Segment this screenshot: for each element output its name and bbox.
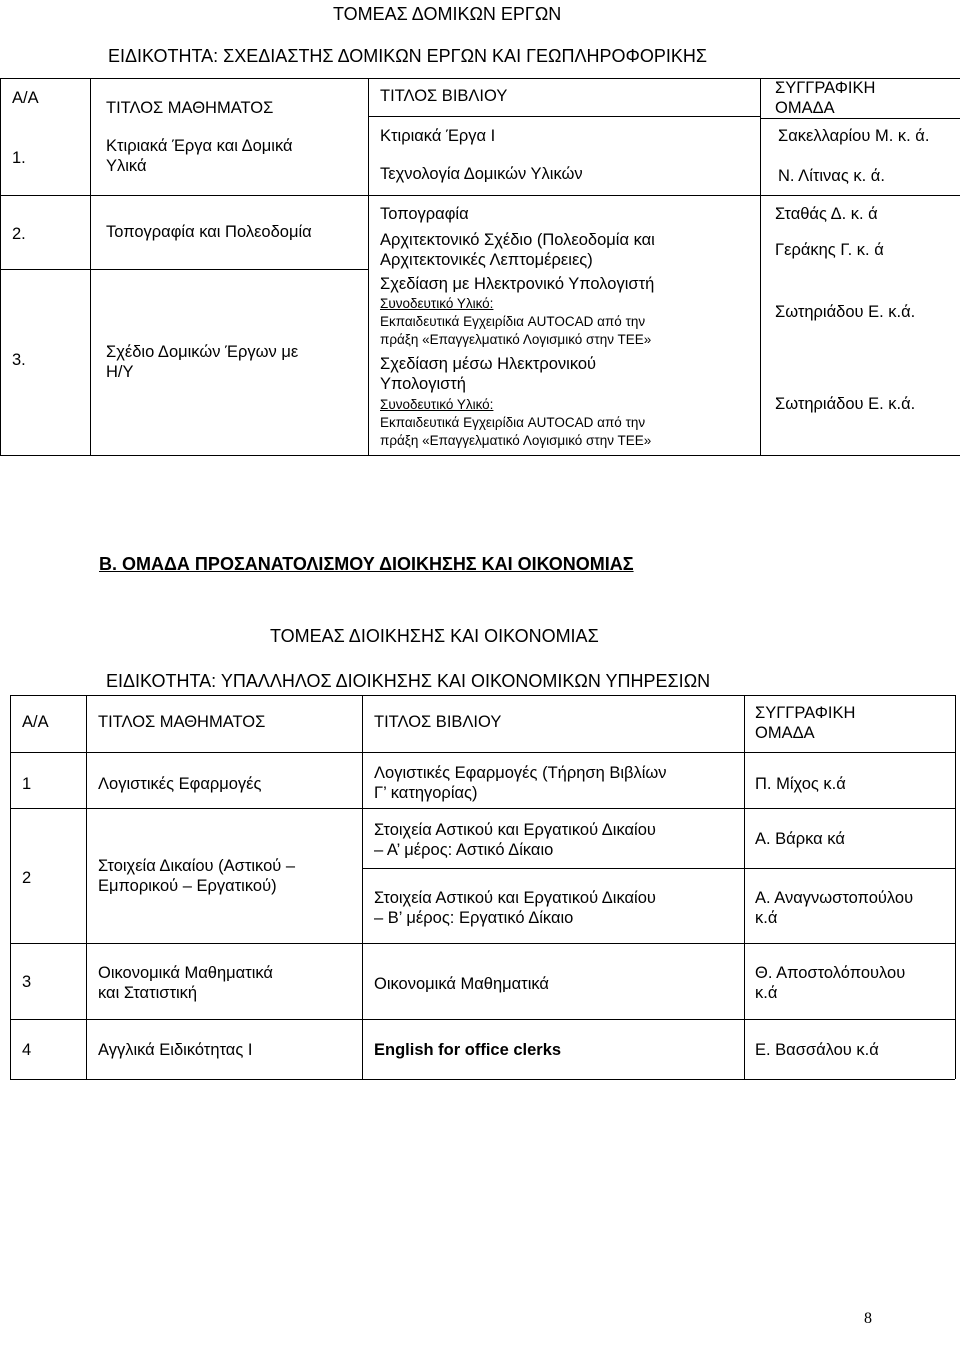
header-b-authors: ΣΥΓΓΡΑΦΙΚΗ ΟΜΑΔΑ	[755, 704, 856, 742]
row-a2-no: 2.	[12, 225, 26, 243]
header-aa: Α/Α	[12, 89, 39, 107]
row-b1-no: 1	[22, 775, 32, 793]
row-b2-book2: Στοιχεία Αστικού και Εργατικού Δικαίου – Β’ μέρος: Εργατικό Δίκαιο	[374, 889, 656, 927]
specialty-title-b: ΕΙΔΙΚΟΤΗΤΑ: ΥΠΑΛΛΗΛΟΣ ΔΙΟΙΚΗΣΗΣ ΚΑΙ ΟΙΚΟΝΟΜΙΚΩΝ ΥΠΗΡΕΣΙΩΝ	[106, 671, 711, 691]
row-b2-author1: Α. Βάρκα κά	[755, 830, 845, 848]
row-a2-course: Τοπογραφία και Πολεοδομία	[106, 223, 312, 241]
row-a3-course: Σχέδιο Δομικών Έργων με Η/Υ	[106, 343, 299, 381]
row-a3-author2: Σωτηριάδου Ε. κ.ά.	[775, 395, 916, 413]
row-a1-book2: Τεχνολογία Δομικών Υλικών	[380, 165, 583, 183]
row-b3-book: Οικονομικά Μαθηματικά	[374, 975, 549, 993]
row-b1-course: Λογιστικές Εφαρμογές	[98, 775, 262, 793]
row-a1-author1: Σακελλαρίου Μ. κ. ά.	[778, 127, 930, 145]
row-b3-author: Θ. Αποστολόπουλου κ.ά	[755, 964, 906, 1002]
row-a2-book1: Τοπογραφία	[380, 205, 469, 223]
header-authors: ΣΥΓΓΡΑΦΙΚΗ ΟΜΑΔΑ	[775, 79, 876, 117]
row-a2-author1: Σταθάς Δ. κ. ά	[775, 205, 878, 223]
row-b4-author: Ε. Βασσάλου κ.ά	[755, 1041, 879, 1059]
row-a1-course: Κτιριακά Έργα και Δομικά Υλικά	[106, 137, 293, 175]
row-a2-book2: Αρχιτεκτονικό Σχέδιο (Πολεοδομία και Αρχιτεκτονικές Λεπτομέρειες)	[380, 231, 655, 269]
header-b-book: ΤΙΤΛΟΣ ΒΙΒΛΙΟΥ	[374, 713, 502, 731]
header-book: ΤΙΤΛΟΣ ΒΙΒΛΙΟΥ	[380, 87, 508, 105]
row-b4-course: Αγγλικά Ειδικότητας Ι	[98, 1041, 253, 1059]
header-b-course: ΤΙΤΛΟΣ ΜΑΘΗΜΑΤΟΣ	[98, 713, 266, 731]
specialty-title-a: ΕΙΔΙΚΟΤΗΤΑ: ΣΧΕΔΙΑΣΤΗΣ ΔΟΜΙΚΩΝ ΕΡΓΩΝ ΚΑΙ ΓΕΩΠΛΗΡΟΦΟΡΙΚΗΣ	[108, 46, 707, 66]
sector-title-a: ΤΟΜΕΑΣ ΔΟΜΙΚΩΝ ΕΡΓΩΝ	[333, 4, 562, 24]
row-a3-supplement1: Συνοδευτικό Υλικό: Εκπαιδευτικά Εγχειρίδια AUTOCAD από την πράξη «Επαγγελματικό Λογισμικό στην ΤΕΕ»	[380, 296, 652, 347]
row-b4-book: English for office clerks	[374, 1041, 562, 1059]
row-a3-author1: Σωτηριάδου Ε. κ.ά.	[775, 303, 916, 321]
row-b2-author2: Α. Αναγνωστοπούλου κ.ά	[755, 889, 914, 927]
row-a3-book2: Σχεδίαση μέσω Ηλεκτρονικού Υπολογιστή	[380, 355, 597, 393]
sector-title-b: ΤΟΜΕΑΣ ΔΙΟΙΚΗΣΗΣ ΚΑΙ ΟΙΚΟΝΟΜΙΑΣ	[270, 626, 599, 646]
row-b1-book: Λογιστικές Εφαρμογές (Τήρηση Βιβλίων Γ’ κατηγορίας)	[374, 764, 667, 802]
row-b2-book1: Στοιχεία Αστικού και Εργατικού Δικαίου – Α’ μέρος: Αστικό Δίκαιο	[374, 821, 656, 859]
row-a3-supplement2: Συνοδευτικό Υλικό: Εκπαιδευτικά Εγχειρίδια AUTOCAD από την πράξη «Επαγγελματικό Λογισμικό στην ΤΕΕ»	[380, 397, 652, 448]
row-b4-no: 4	[22, 1041, 32, 1059]
row-a3-book1: Σχεδίαση με Ηλεκτρονικό Υπολογιστή	[380, 275, 655, 293]
row-a1-book1: Κτιριακά Έργα Ι	[380, 127, 496, 145]
row-b1-author: Π. Μίχος κ.ά	[755, 775, 846, 793]
row-b2-no: 2	[22, 869, 32, 887]
row-b3-no: 3	[22, 973, 32, 991]
row-b2-course: Στοιχεία Δικαίου (Αστικού – Εμπορικού – Εργατικού)	[98, 857, 296, 895]
header-b-aa: Α/Α	[22, 713, 49, 731]
row-a1-author2: Ν. Λίτινας κ. ά.	[778, 167, 885, 185]
group-title-b: Β. ΟΜΑΔΑ ΠΡΟΣΑΝΑΤΟΛΙΣΜΟΥ ΔΙΟΙΚΗΣΗΣ ΚΑΙ ΟΙΚΟΝΟΜΙΑΣ	[99, 554, 634, 574]
header-course: ΤΙΤΛΟΣ ΜΑΘΗΜΑΤΟΣ	[106, 99, 274, 117]
row-a2-author2: Γεράκης Γ. κ. ά	[775, 241, 884, 259]
row-a3-no: 3.	[12, 351, 26, 369]
row-a1-no: 1.	[12, 149, 26, 167]
page-number: 8	[864, 1310, 872, 1327]
row-b3-course: Οικονομικά Μαθηματικά και Στατιστική	[98, 964, 273, 1002]
